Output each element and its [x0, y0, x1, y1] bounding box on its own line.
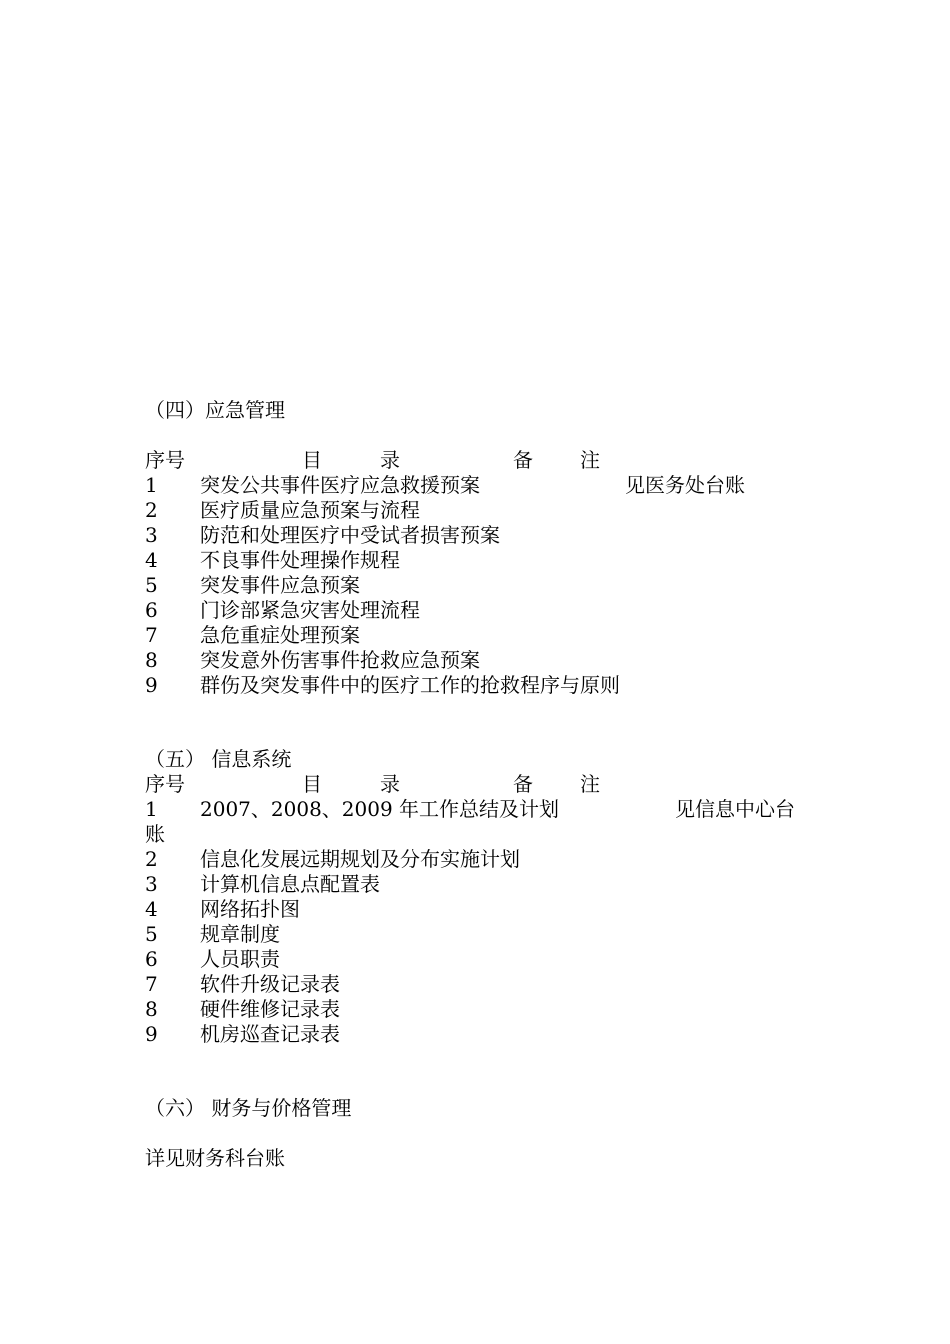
item-number: 8	[145, 648, 158, 672]
item-number: 3	[145, 872, 158, 896]
item-number: 4	[145, 897, 158, 921]
header-seq: 序号	[145, 448, 185, 472]
item-number: 3	[145, 523, 158, 547]
item-number: 7	[145, 623, 158, 647]
item-note: 见医务处台账	[625, 473, 745, 497]
header-bei: 备	[513, 772, 533, 796]
header-mu: 目	[302, 448, 322, 472]
item-number: 1	[145, 473, 158, 497]
item-title: 信息化发展远期规划及分布实施计划	[200, 847, 520, 871]
item-title: 规章制度	[200, 922, 280, 946]
header-bei: 备	[513, 448, 533, 472]
item-title: 医疗质量应急预案与流程	[200, 498, 420, 522]
item-note-wrap: 账	[145, 822, 165, 846]
section6-body: 详见财务科台账	[145, 1146, 285, 1170]
section6-heading: （六） 财务与价格管理	[145, 1096, 352, 1120]
item-title: 门诊部紧急灾害处理流程	[200, 598, 420, 622]
header-lu: 录	[380, 448, 400, 472]
item-title: 突发事件应急预案	[200, 573, 360, 597]
item-number: 6	[145, 947, 158, 971]
item-title: 机房巡查记录表	[200, 1022, 340, 1046]
header-zhu: 注	[580, 772, 600, 796]
item-title: 突发公共事件医疗应急救援预案	[200, 473, 480, 497]
item-title: 群伤及突发事件中的医疗工作的抢救程序与原则	[200, 673, 620, 697]
item-number: 6	[145, 598, 158, 622]
section4-heading: （四）应急管理	[145, 398, 285, 422]
item-note: 见信息中心台	[675, 797, 795, 821]
item-number: 9	[145, 673, 158, 697]
item-title: 硬件维修记录表	[200, 997, 340, 1021]
item-number: 9	[145, 1022, 158, 1046]
item-title: 网络拓扑图	[200, 897, 300, 921]
item-number: 8	[145, 997, 158, 1021]
item-number: 5	[145, 922, 158, 946]
item-title: 2007、2008、2009 年工作总结及计划	[200, 797, 560, 821]
item-number: 1	[145, 797, 158, 821]
header-lu: 录	[380, 772, 400, 796]
header-seq: 序号	[145, 772, 185, 796]
item-title: 不良事件处理操作规程	[200, 548, 400, 572]
item-number: 2	[145, 847, 158, 871]
item-number: 7	[145, 972, 158, 996]
item-title: 急危重症处理预案	[200, 623, 360, 647]
item-number: 5	[145, 573, 158, 597]
item-number: 4	[145, 548, 158, 572]
item-title: 软件升级记录表	[200, 972, 340, 996]
item-number: 2	[145, 498, 158, 522]
item-title: 突发意外伤害事件抢救应急预案	[200, 648, 480, 672]
header-zhu: 注	[580, 448, 600, 472]
section5-heading: （五） 信息系统	[145, 747, 292, 771]
item-title: 计算机信息点配置表	[200, 872, 380, 896]
header-mu: 目	[302, 772, 322, 796]
item-title: 人员职责	[200, 947, 280, 971]
item-title: 防范和处理医疗中受试者损害预案	[200, 523, 500, 547]
